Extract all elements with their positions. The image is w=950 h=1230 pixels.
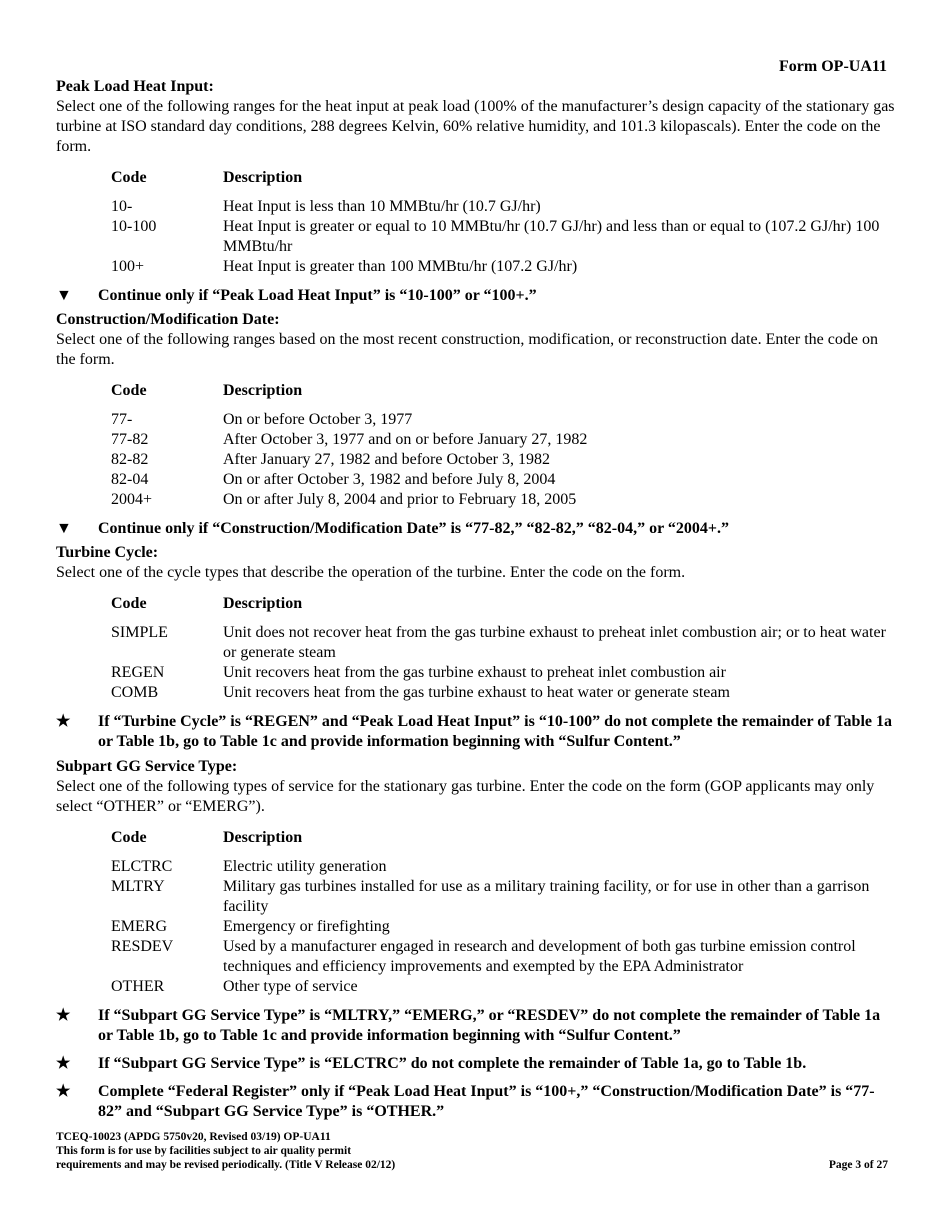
instruction-note — [56, 1054, 896, 1074]
code-table — [111, 828, 896, 997]
row-code: 10-100 — [111, 218, 157, 235]
row-code: 82-82 — [111, 451, 149, 468]
table-row — [111, 683, 896, 703]
page-number: Page 3 of 27 — [828, 1159, 888, 1171]
table-row — [111, 623, 896, 663]
row-desc: Heat Input is greater than 100 MMBtu/hr (107.2 GJ/hr) — [223, 258, 578, 275]
row-code: 77- — [111, 411, 133, 428]
table-header-row — [111, 168, 896, 197]
table-header-row — [111, 381, 896, 410]
row-code: 10- — [111, 198, 133, 215]
table-row — [111, 877, 896, 917]
section-intro: Select one of the cycle types that describe the operation of the turbine. Enter the code on the form. — [56, 564, 686, 581]
star-icon: ★ — [56, 1007, 71, 1024]
code-table — [111, 381, 896, 510]
code-table — [111, 594, 896, 703]
section-construction-date — [56, 310, 896, 539]
table-row — [111, 470, 896, 490]
section-heading: Subpart GG Service Type: — [56, 758, 238, 775]
col-code-header: Code — [111, 169, 147, 186]
star-icon: ★ — [56, 713, 71, 730]
star-icon: ★ — [56, 1055, 71, 1072]
section-intro: Select one of the following ranges based on the most recent construction, modification, or reconstruction date. Enter the code on the form. — [56, 331, 878, 368]
down-triangle-icon: ▼ — [56, 287, 72, 304]
row-code: EMERG — [111, 918, 167, 935]
page-footer — [56, 1130, 888, 1172]
section-heading: Construction/Modification Date: — [56, 311, 280, 328]
row-code: COMB — [111, 684, 159, 701]
col-desc-header: Description — [223, 595, 303, 612]
col-desc-header: Description — [223, 169, 303, 186]
row-code: REGEN — [111, 664, 165, 681]
note-text: Continue only if “Construction/Modification Date” is “77-82,” “82-82,” “82-04,” or “2004+.” — [98, 520, 730, 537]
col-desc-header: Description — [223, 829, 303, 846]
continue-note — [56, 286, 896, 306]
table-header-row — [111, 594, 896, 623]
row-desc: On or after July 8, 2004 and prior to February 18, 2005 — [223, 491, 577, 508]
table-row — [111, 977, 896, 997]
table-header-row — [111, 828, 896, 857]
row-code: RESDEV — [111, 938, 174, 955]
down-triangle-icon: ▼ — [56, 520, 72, 537]
footer-usage-line: This form is for use by facilities subject to air quality permit — [56, 1145, 352, 1157]
col-code-header: Code — [111, 829, 147, 846]
row-desc: Unit recovers heat from the gas turbine exhaust to heat water or generate steam — [223, 684, 730, 701]
row-code: 100+ — [111, 258, 145, 275]
row-code: ELCTRC — [111, 858, 173, 875]
form-id: Form OP-UA11 — [779, 58, 887, 75]
row-desc: Military gas turbines installed for use as a military training facility, or for use in other than a garrison facility — [223, 878, 870, 915]
row-desc: After January 27, 1982 and before October 3, 1982 — [223, 451, 551, 468]
note-text: If “Turbine Cycle” is “REGEN” and “Peak Load Heat Input” is “10-100” do not complete the remainder of Table 1a or Table 1b, go to Table 1c and provide information beginning with “Sulfur Content.” — [98, 713, 892, 750]
section-peak-load — [56, 77, 896, 306]
row-code: 82-04 — [111, 471, 149, 488]
code-table — [111, 168, 896, 277]
col-code-header: Code — [111, 382, 147, 399]
table-row — [111, 257, 896, 277]
col-code-header: Code — [111, 595, 147, 612]
row-desc: Heat Input is greater or equal to 10 MMBtu/hr (10.7 GJ/hr) and less than or equal to (107.2 GJ/hr) 100 MMBtu/hr — [223, 218, 880, 255]
star-icon: ★ — [56, 1083, 71, 1100]
instruction-note — [56, 712, 896, 752]
section-intro: Select one of the following types of service for the stationary gas turbine. Enter the code on the form (GOP applicants may only select “OTHER” or “EMERG”). — [56, 778, 875, 815]
instruction-note — [56, 1082, 896, 1122]
footer-form-number: TCEQ-10023 (APDG 5750v20, Revised 03/19) OP-UA11 — [56, 1131, 331, 1143]
table-row — [111, 937, 896, 977]
row-desc: On or before October 3, 1977 — [223, 411, 413, 428]
row-code: SIMPLE — [111, 624, 168, 641]
table-row — [111, 197, 896, 217]
table-row — [111, 450, 896, 470]
footer-revision-line: requirements and may be revised periodically. (Title V Release 02/12) — [56, 1159, 396, 1171]
table-row — [111, 410, 896, 430]
instruction-note — [56, 1006, 896, 1046]
row-desc: Other type of service — [223, 978, 358, 995]
row-desc: Electric utility generation — [223, 858, 387, 875]
table-row — [111, 663, 896, 683]
note-text: Continue only if “Peak Load Heat Input” is “10-100” or “100+.” — [98, 287, 537, 304]
table-row — [111, 430, 896, 450]
row-desc: Unit recovers heat from the gas turbine exhaust to preheat inlet combustion air — [223, 664, 726, 681]
table-row — [111, 857, 896, 877]
row-desc: On or after October 3, 1982 and before July 8, 2004 — [223, 471, 556, 488]
row-code: 2004+ — [111, 491, 153, 508]
note-text: If “Subpart GG Service Type” is “MLTRY,” “EMERG,” or “RESDEV” do not complete the remainder of Table 1a or Table 1b, go to Table 1c and provide information beginning with “Sulfur Content.” — [98, 1007, 881, 1044]
section-turbine-cycle — [56, 543, 896, 752]
row-code: OTHER — [111, 978, 165, 995]
row-code: 77-82 — [111, 431, 149, 448]
note-text: Complete “Federal Register” only if “Peak Load Heat Input” is “100+,” “Construction/Modification Date” is “77-82” and “Subpart GG Service Type” is “OTHER.” — [98, 1083, 875, 1120]
table-row — [111, 917, 896, 937]
section-heading: Turbine Cycle: — [56, 544, 159, 561]
row-desc: Used by a manufacturer engaged in research and development of both gas turbine emission control techniques and efficiency improvements and exempted by the EPA Administrator — [223, 938, 856, 975]
continue-note — [56, 519, 896, 539]
note-text: If “Subpart GG Service Type” is “ELCTRC” do not complete the remainder of Table 1a, go to Table 1b. — [98, 1055, 807, 1072]
row-code: MLTRY — [111, 878, 165, 895]
table-row — [111, 217, 896, 257]
row-desc: After October 3, 1977 and on or before January 27, 1982 — [223, 431, 588, 448]
section-intro: Select one of the following ranges for the heat input at peak load (100% of the manufacturer’s design capacity of the stationary gas turbine at ISO standard day conditions, 288 degrees Kelvin, 60% relative humidity, and 101.3 kilopascals). Enter the code on the form. — [56, 98, 895, 155]
row-desc: Emergency or firefighting — [223, 918, 390, 935]
row-desc: Unit does not recover heat from the gas turbine exhaust to preheat inlet combustion air; or to heat water or generate steam — [223, 624, 886, 661]
section-heading: Peak Load Heat Input: — [56, 78, 214, 95]
col-desc-header: Description — [223, 382, 303, 399]
section-service-type — [56, 757, 896, 1122]
table-row — [111, 490, 896, 510]
row-desc: Heat Input is less than 10 MMBtu/hr (10.7 GJ/hr) — [223, 198, 541, 215]
